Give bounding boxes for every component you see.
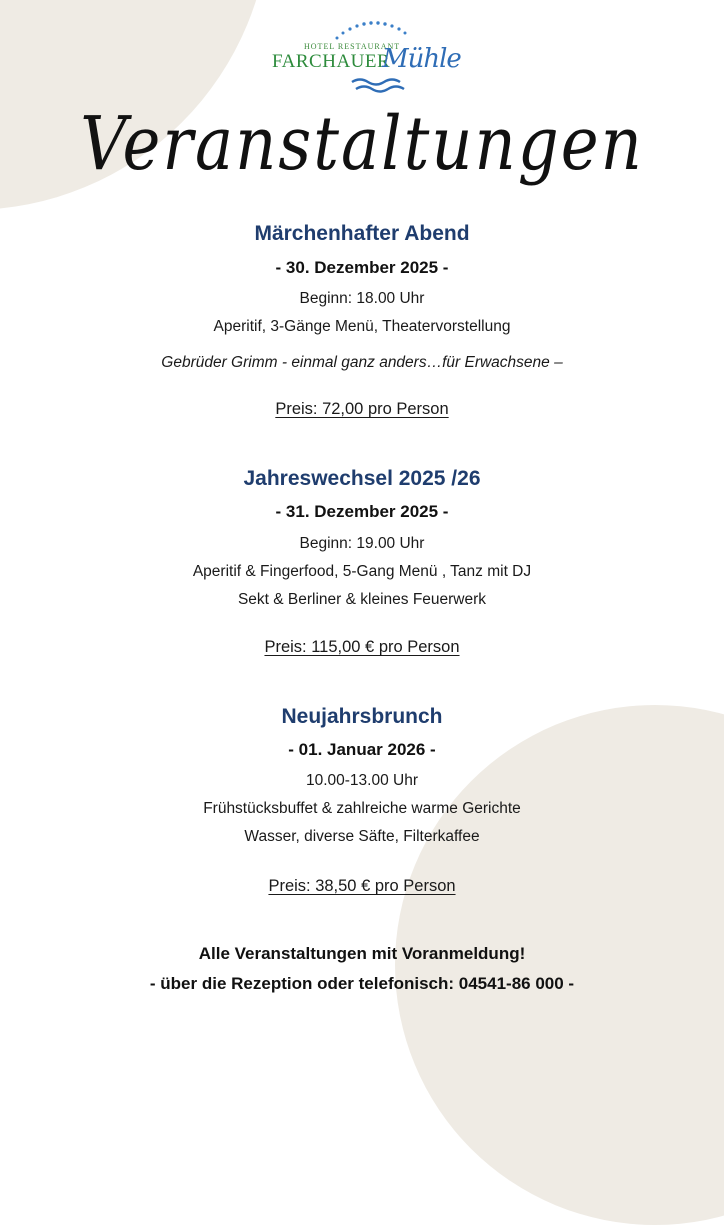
event-3-line-1: 10.00-13.00 Uhr — [305, 772, 419, 789]
hotel-logo — [262, 16, 462, 96]
event-2-date: - 31. Dezember 2025 - — [275, 502, 449, 521]
event-3-line-2: Frühstücksbuffet & zahlreiche warme Gerichte — [203, 800, 521, 817]
event-3-price-text: Preis: 38,50 € pro Person — [268, 877, 456, 895]
event-3-price — [0, 877, 724, 896]
event-1-line-1: Beginn: 18.00 Uhr — [299, 290, 425, 307]
event-2-price — [0, 638, 724, 657]
event-1-italic-line: Gebrüder Grimm - einmal ganz anders…für Erwachsene – — [161, 354, 563, 371]
event-2-line-3: Sekt & Berliner & kleines Feuerwerk — [237, 591, 487, 608]
logo-script-text: Mühle — [382, 44, 461, 74]
event-1-date: - 30. Dezember 2025 - — [275, 258, 449, 277]
event-2-title: Jahreswechsel 2025 /26 — [243, 467, 481, 490]
page-title: Veranstaltungen — [80, 102, 644, 188]
logo-waves-icon — [350, 76, 410, 96]
footer-line-1: Alle Veranstaltungen mit Voranmeldung! — [198, 944, 526, 963]
event-1-price — [0, 400, 724, 419]
event-3-title: Neujahrsbrunch — [281, 705, 443, 728]
event-2-line-1: Beginn: 19.00 Uhr — [299, 535, 425, 552]
logo-main-text: FARCHAUER — [272, 51, 391, 72]
event-3-line-3: Wasser, diverse Säfte, Filterkaffee — [244, 828, 480, 845]
event-1-title: Märchenhafter Abend — [254, 222, 470, 245]
event-1-price-text: Preis: 72,00 pro Person — [275, 400, 449, 418]
event-2-price-text: Preis: 115,00 € pro Person — [264, 638, 460, 656]
footer-line-2: - über die Rezeption oder telefonisch: 04541-86 000 - — [149, 974, 575, 993]
logo-small-text: HOTEL RESTAURANT — [304, 42, 401, 51]
event-2-line-2: Aperitif & Fingerfood, 5-Gang Menü , Tanz mit DJ — [192, 563, 532, 580]
event-1-line-2: Aperitif, 3-Gänge Menü, Theatervorstellung — [213, 318, 511, 335]
event-3-date: - 01. Januar 2026 - — [288, 740, 436, 759]
